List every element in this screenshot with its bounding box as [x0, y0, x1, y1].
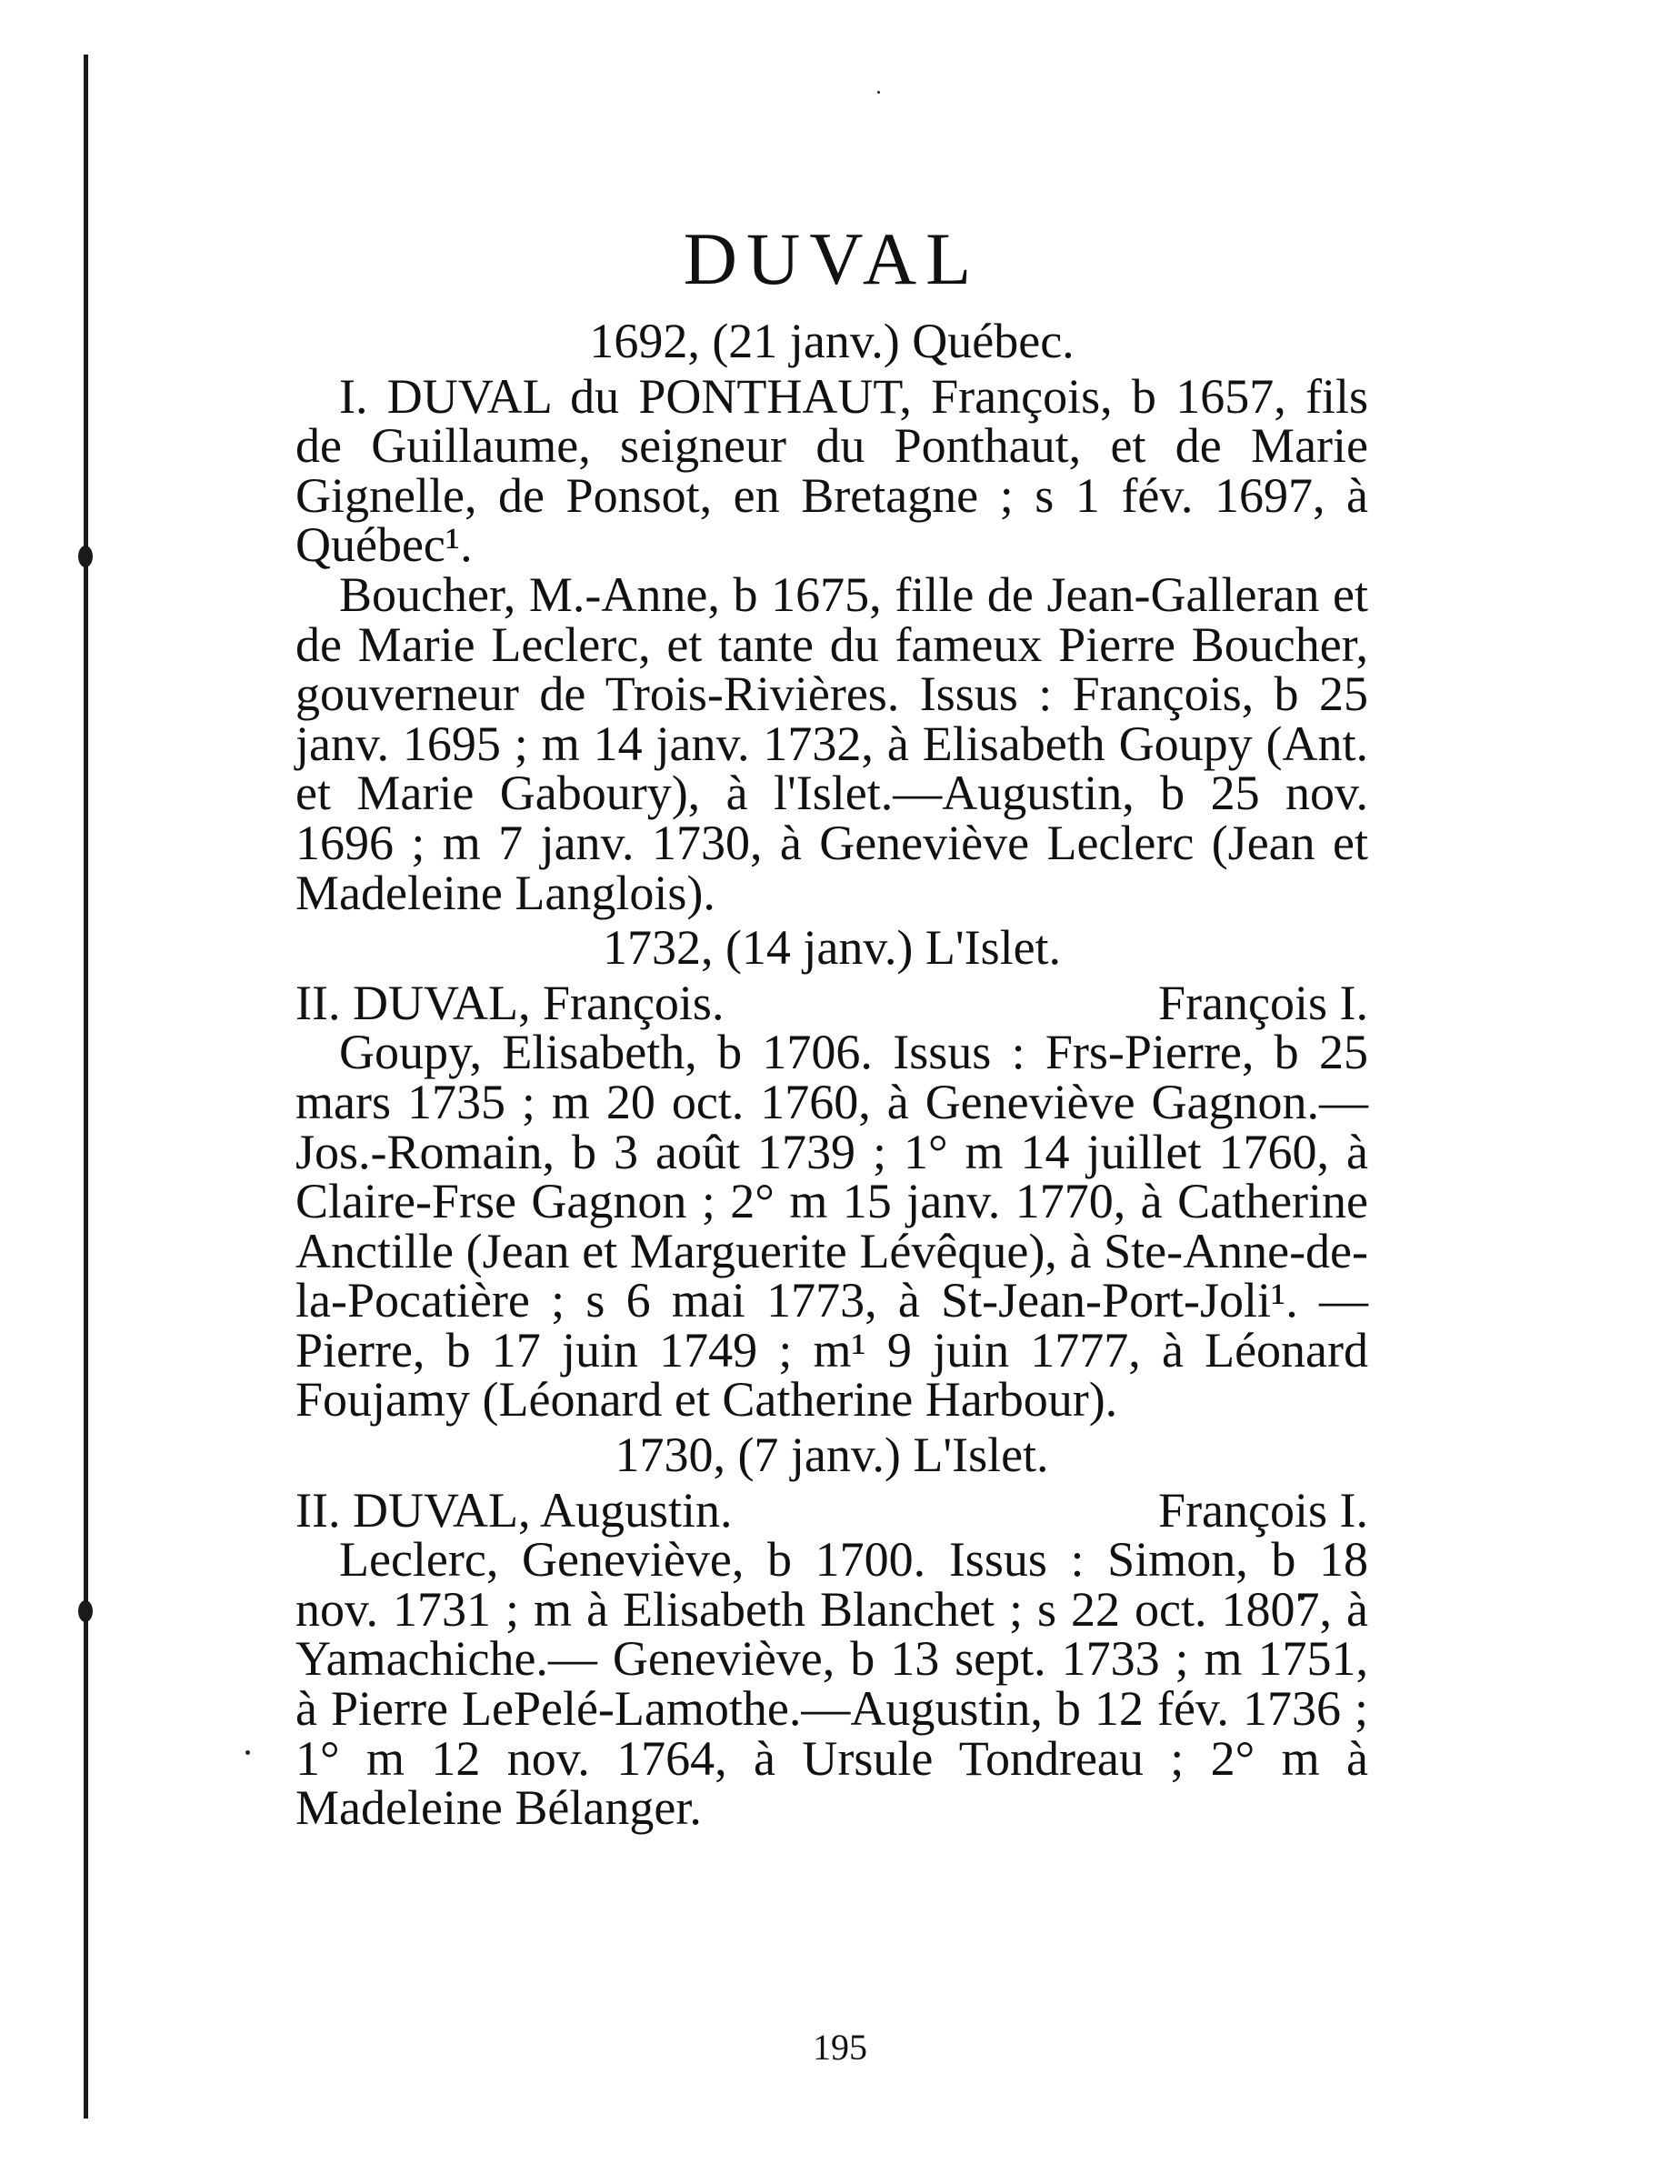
entry-section: [295, 314, 1368, 920]
entry-head-parent: François I.: [1158, 1482, 1368, 1538]
entry-head-name: II. DUVAL, Augustin.: [295, 1482, 733, 1538]
entry-head: I. DUVAL du PONTHAUT, François, b 1657, fils de Guillaume, seigneur du Ponthaut, et de Marie Gignelle, de Ponsot, en Bretagne ; s 1 fév. 1697, à Québec¹.: [295, 368, 1368, 573]
entry-section: [295, 920, 1368, 1428]
entry-spouse: Boucher, M.-Anne, b 1675, fille de Jean-Galleran et de Marie Leclerc, et tante du fameux Pierre Boucher, gouverneur de Trois-Rivières. Issus : François, b 25 janv. 1695 ; m 14 janv. 1732, à Elisabeth Goupy (Ant. et Marie Gaboury), à l'Islet.—Augustin, b 25 nov. 1696 ; m 7 janv. 1730, à Geneviève Leclerc (Jean et Madeleine Langlois).: [295, 566, 1368, 920]
page-number: 195: [813, 2027, 867, 2068]
entry-head: [295, 975, 1368, 1030]
entry-section: [295, 1428, 1368, 1836]
scan-speck: [877, 91, 880, 94]
gutter-mark: [78, 546, 93, 567]
entry-date: 1730, (7 janv.) L'Islet.: [615, 1428, 1049, 1483]
gutter-mark: [78, 1600, 93, 1622]
scan-speck: [245, 1750, 250, 1755]
entry-head: [295, 1482, 1368, 1538]
entry-head-name: II. DUVAL, François.: [295, 975, 725, 1030]
page-body: [295, 209, 1368, 1836]
gutter-line: [84, 55, 88, 2119]
entry-spouse: Goupy, Elisabeth, b 1706. Issus : Frs-Pierre, b 25 mars 1735 ; m 20 oct. 1760, à Geneviève Gagnon.—Jos.-Romain, b 3 août 1739 ; 1° m 14 juillet 1760, à Claire-Frse Gagnon ; 2° m 15 janv. 1770, à Catherine Anctille (Jean et Marguerite Lévêque), à Ste-Anne-de-la-Pocatière ; s 6 mai 1773, à St-Jean-Port-Joli¹. — Pierre, b 17 juin 1749 ; m¹ 9 juin 1777, à Léonard Foujamy (Léonard et Catherine Harbour).: [295, 1025, 1368, 1428]
entry-spouse: Leclerc, Geneviève, b 1700. Issus : Simon, b 18 nov. 1731 ; m à Elisabeth Blanchet ; s 22 oct. 1807, à Yamachiche.— Geneviève, b 13 sept. 1733 ; m 1751, à Pierre LePelé-Lamothe.—Augustin, b 12 fév. 1736 ; 1° m 12 nov. 1764, à Ursule Tondreau ; 2° m à Madeleine Bélanger.: [295, 1532, 1368, 1836]
entry-head-parent: François I.: [1158, 975, 1368, 1030]
entry-date: 1732, (14 janv.) L'Islet.: [602, 920, 1062, 976]
entry-date: 1692, (21 janv.) Québec.: [589, 314, 1075, 368]
page-title: DUVAL: [683, 217, 981, 300]
